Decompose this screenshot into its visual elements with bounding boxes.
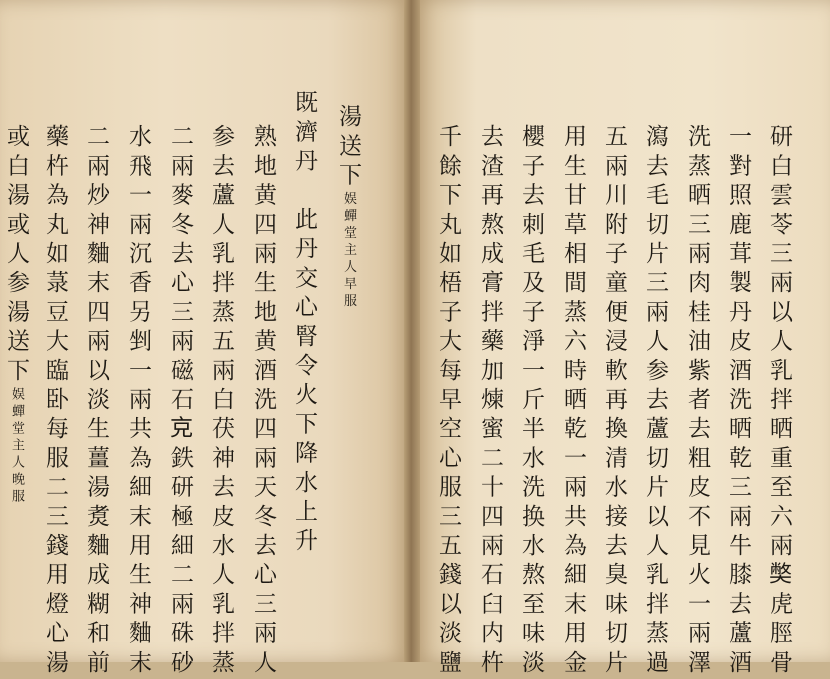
column-annotation: 娱蟬堂主人晚服 [9,386,24,506]
right-column-2: 一對照鹿茸製丹皮酒洗晒乾三兩牛膝去蘆酒 [725,124,751,679]
right-column-6: 用生甘草相間蒸六時晒乾一兩共為細末用金 [560,124,586,679]
right-column-9: 千餘下丸如梧子大每早空心服三五錢以淡鹽 [435,124,461,679]
right-column-1: 研白雲苓三兩以人乳拌晒重至六兩𡚁虎脛骨 [766,124,792,679]
right-column-8: 去渣再熬成膏拌藥加煉蜜二十四兩石臼内杵 [477,124,503,679]
right-column-5: 五兩川附子童便浸軟再換清水接去臭味切片 [601,124,627,679]
column-main-text: 湯送下 [335,104,361,192]
column-main-text: 或白湯或人参湯送下 [3,124,29,387]
right-column-3: 洗蒸晒三兩肉桂油紫者去粗皮不見火一兩澤 [684,124,710,679]
left-column-7: 二兩炒神麯末四兩以淡生薑湯煑麯成糊和前 [83,124,109,679]
left-column-4: 参去蘆人乳拌蒸五兩白茯神去皮水人乳拌蒸 [208,124,234,679]
left-column-8: 藥杵為丸如菉豆大臨卧每服二三錢用燈心湯 [42,124,68,679]
left-column-3: 熟地黄四兩生地黄酒洗四兩天冬去心三兩人 [250,124,276,679]
left-column-1 [334,104,362,311]
left-column-6: 水飛一兩沉香另剉一兩共為細末用生神麯末 [125,124,151,679]
column-annotation: 娱蟬堂主人早服 [341,191,356,311]
left-column-2: 既濟丹 此丹交心腎令火下降水上升 [291,90,317,558]
left-column-5: 二兩麥冬去心三兩磁石𠑽鉄研極細二兩硃砂 [167,124,193,679]
book-gutter [404,0,420,662]
right-column-7: 櫻子去刺毛及子淨一斤半水洗换水熬至味淡 [518,124,544,679]
left-column-9 [2,124,30,506]
right-column-4: 瀉去毛切片三兩人参去蘆切片以人乳拌蒸過 [642,124,668,679]
